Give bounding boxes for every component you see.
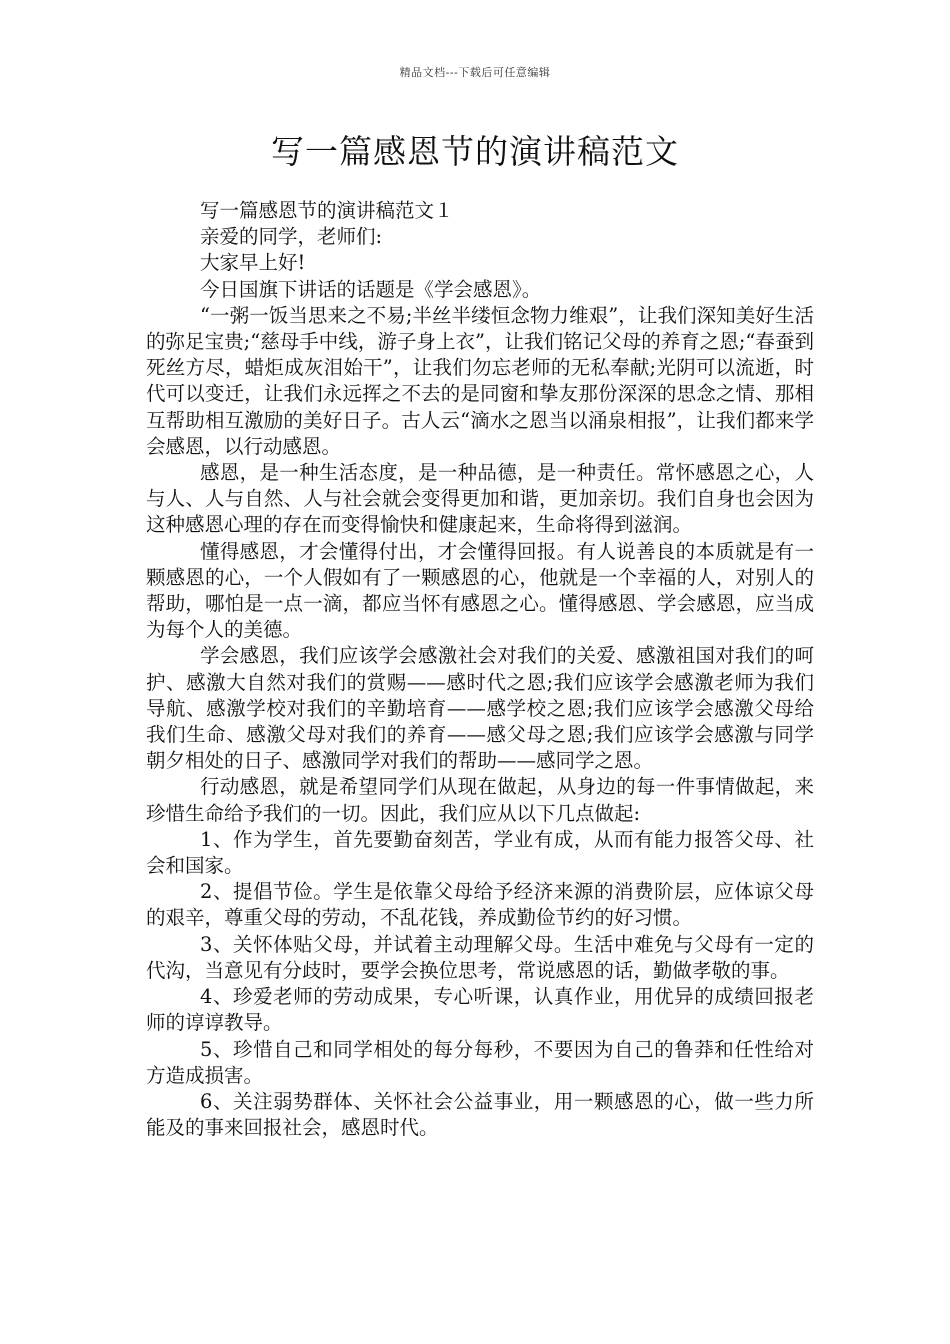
salutation-line: 亲爱的同学，老师们: bbox=[200, 225, 383, 249]
paragraph: “一粥一饭当思来之不易;半丝半缕恒念物力维艰”，让我们深知美好生活的弥足宝贵;“慈母手中线，游子身上衣”，让我们铭记父母的养育之恩;“春蚕到死丝方尽，蜡炬成灰泪始干”，让我们勿忘老师的无私奉献;光阴可以流逝，时代可以变迁，让我们永远挥之不去的是同窗和挚友那份深深的思念之情、那相互帮助相互激励的美好日子。古人云“滴水之恩当以涌泉相报”，让我们都来学会感恩，以行动感恩。 bbox=[146, 303, 814, 458]
paragraph: 学会感恩，我们应该学会感激社会对我们的关爱、感激祖国对我们的呵护、感激大自然对我们的赏赐——感时代之恩;我们应该学会感激老师为我们导航、感激学校对我们的辛勤培育——感学校之恩;我们应该学会感激父母给我们生命、感激父母对我们的养育——感父母之恩;我们应该学会感激与同学朝夕相处的日子、感激同学对我们的帮助——感同学之恩。 bbox=[146, 644, 814, 773]
header-note: 精品文档---下载后可任意编辑 bbox=[399, 66, 551, 79]
list-item: 2、提倡节俭。学生是依靠父母给予经济来源的消费阶层，应体谅父母的艰辛，尊重父母的劳动，不乱花钱，养成勤俭节约的好习惯。 bbox=[146, 880, 814, 930]
paragraph: 懂得感恩，才会懂得付出，才会懂得回报。有人说善良的本质就是有一颗感恩的心，一个人假如有了一颗感恩的心，他就是一个幸福的人，对别人的帮助，哪怕是一点一滴，都应当怀有感恩之心。懂得感恩、学会感恩，应当成为每个人的美德。 bbox=[146, 539, 814, 642]
list-item: 1、作为学生，首先要勤奋刻苦，学业有成，从而有能力报答父母、社会和国家。 bbox=[146, 827, 814, 878]
paragraph: 感恩，是一种生活态度，是一种品德，是一种责任。常怀感恩之心，人与人、人与自然、人与社会就会变得更加和谐，更加亲切。我们自身也会因为这种感恩心理的存在而变得愉快和健康起来，生命将得到滋润。 bbox=[146, 461, 814, 537]
list-item: 6、关注弱势群体、关怀社会公益事业，用一颗感恩的心，做一些力所能及的事来回报社会，感恩时代。 bbox=[146, 1089, 814, 1140]
list-item: 3、关怀体贴父母，并试着主动理解父母。生活中难免与父母有一定的代沟，当意见有分歧时，要学会换位思考，常说感恩的话，勤做孝敬的事。 bbox=[146, 932, 814, 982]
topic-line: 今日国旗下讲话的话题是《学会感恩》。 bbox=[200, 277, 542, 301]
list-item: 4、珍爱老师的劳动成果，专心听课，认真作业，用优异的成绩回报老师的谆谆教导。 bbox=[146, 985, 814, 1035]
greeting-line: 大家早上好! bbox=[200, 251, 306, 275]
document-title: 写一篇感恩节的演讲稿范文 bbox=[271, 132, 679, 171]
paragraph: 行动感恩，就是希望同学们从现在做起，从身边的每一件事情做起，来珍惜生命给予我们的一切。因此，我们应从以下几点做起: bbox=[146, 775, 814, 825]
list-item: 5、珍惜自己和同学相处的每分每秒，不要因为自己的鲁莽和任性给对方造成损害。 bbox=[146, 1037, 814, 1087]
document-body bbox=[146, 198, 814, 1141]
subtitle-line: 写一篇感恩节的演讲稿范文１ bbox=[200, 199, 454, 222]
